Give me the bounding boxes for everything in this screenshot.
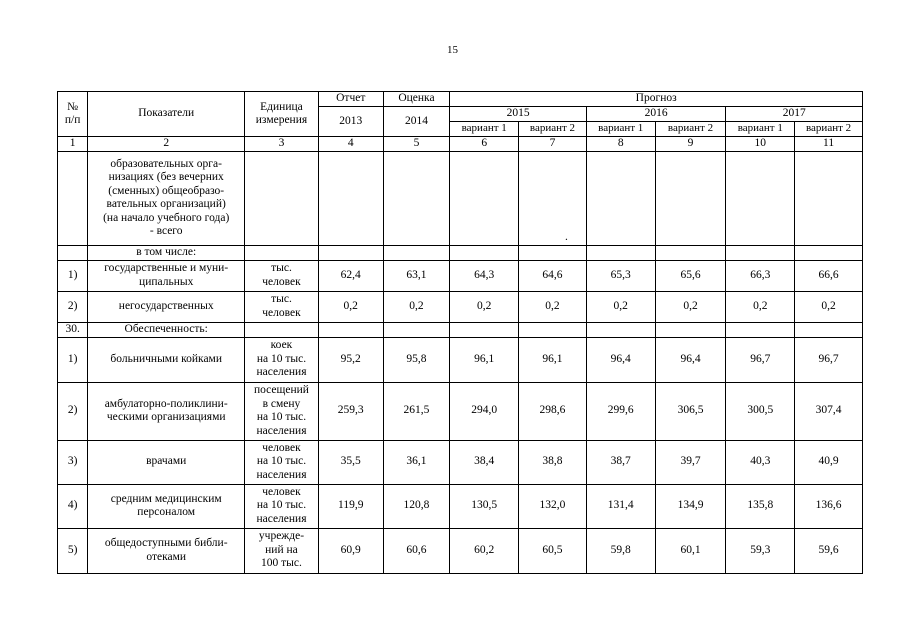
row-number: 1) — [58, 337, 88, 382]
unit-of-measure — [245, 322, 319, 337]
header-variant: вариант 2 — [655, 122, 726, 137]
value-cell: 96,4 — [655, 337, 726, 382]
value-cell: 60,9 — [318, 528, 383, 573]
value-cell: 0,2 — [318, 291, 383, 322]
value-cell: 96,7 — [795, 337, 863, 382]
value-cell — [519, 151, 587, 245]
value-cell — [383, 322, 450, 337]
row-number: 3) — [58, 440, 88, 484]
value-cell: 120,8 — [383, 484, 450, 528]
value-cell: 0,2 — [795, 291, 863, 322]
value-cell: 259,3 — [318, 382, 383, 440]
indicator-name — [88, 151, 245, 245]
value-cell — [318, 151, 383, 245]
value-cell: 261,5 — [383, 382, 450, 440]
value-cell — [383, 151, 450, 245]
column-number: 9 — [655, 137, 726, 152]
value-cell: 59,6 — [795, 528, 863, 573]
value-cell — [655, 322, 726, 337]
value-cell: 65,6 — [655, 260, 726, 291]
unit-line: населения — [256, 424, 307, 437]
value-cell: 63,1 — [383, 260, 450, 291]
value-cell — [450, 322, 519, 337]
row-number: 2) — [58, 382, 88, 440]
value-cell: 60,2 — [450, 528, 519, 573]
value-cell: 64,3 — [450, 260, 519, 291]
header-variant: вариант 1 — [450, 122, 519, 137]
indicator-name-line: вательных организаций) — [106, 198, 226, 210]
header-indicators: Показатели — [88, 92, 245, 137]
value-cell — [726, 245, 795, 260]
indicator-name-line: отеками — [146, 550, 187, 563]
value-cell: 35,5 — [318, 440, 383, 484]
header-year-2014: 2014 — [383, 107, 450, 137]
value-cell: 96,7 — [726, 337, 795, 382]
value-cell — [586, 322, 655, 337]
value-cell: 40,9 — [795, 440, 863, 484]
column-number: 5 — [383, 137, 450, 152]
row-number: 2) — [58, 291, 88, 322]
header-year-2015: 2015 — [450, 107, 587, 122]
value-cell — [519, 245, 587, 260]
value-cell: 299,6 — [586, 382, 655, 440]
header-num-line2: п/п — [64, 114, 81, 126]
value-cell — [519, 322, 587, 337]
unit-of-measure — [245, 260, 319, 291]
header-unit-line1: Единица — [260, 100, 303, 113]
unit-line: населения — [256, 512, 307, 525]
column-number: 7 — [519, 137, 587, 152]
unit-line: тыс. — [271, 262, 292, 274]
table-row — [58, 484, 863, 528]
header-estimate: Оценка — [383, 92, 450, 107]
value-cell: 64,6 — [519, 260, 587, 291]
value-cell: 95,2 — [318, 337, 383, 382]
unit-line: человек — [262, 306, 301, 319]
column-number: 8 — [586, 137, 655, 152]
value-cell: 134,9 — [655, 484, 726, 528]
indicator-name — [88, 484, 245, 528]
unit-line: на 10 тыс. — [256, 352, 307, 365]
value-cell: 0,2 — [450, 291, 519, 322]
column-number: 4 — [318, 137, 383, 152]
unit-line: посещений — [253, 384, 309, 396]
unit-line: на 10 тыс. — [256, 411, 307, 423]
indicator-name-line: образовательных орга- — [110, 157, 222, 170]
indicator-name — [88, 291, 245, 322]
indicator-name-line: средним медицинским — [110, 492, 222, 505]
value-cell: 0,2 — [519, 291, 587, 322]
row-number: 4) — [58, 484, 88, 528]
value-cell: 300,5 — [726, 382, 795, 440]
indicators-table — [57, 91, 863, 574]
value-cell — [655, 245, 726, 260]
value-cell: 38,4 — [450, 440, 519, 484]
value-cell — [795, 322, 863, 337]
unit-of-measure — [245, 337, 319, 382]
value-cell: 298,6 — [519, 382, 587, 440]
indicator-name — [88, 260, 245, 291]
table-row — [58, 260, 863, 291]
header-unit — [245, 92, 319, 137]
unit-line: населения — [256, 366, 307, 379]
value-cell: 39,7 — [655, 440, 726, 484]
stray-mark: . — [564, 231, 568, 243]
unit-line: человек — [262, 485, 301, 498]
value-cell: 307,4 — [795, 382, 863, 440]
value-cell — [586, 151, 655, 245]
unit-line: в смену — [262, 397, 301, 410]
value-cell: 132,0 — [519, 484, 587, 528]
header-num-line1: № — [67, 100, 79, 113]
value-cell: 60,5 — [519, 528, 587, 573]
indicator-name-line: больничными койками — [110, 352, 222, 365]
table-row — [58, 245, 863, 260]
value-cell — [726, 322, 795, 337]
value-cell: 294,0 — [450, 382, 519, 440]
value-cell — [586, 245, 655, 260]
indicator-name-line: государственные и муни- — [104, 262, 229, 274]
value-cell: 66,3 — [726, 260, 795, 291]
indicator-name-line: (сменных) общеобразо- — [108, 184, 225, 197]
indicator-name-line: Обеспеченность: — [124, 322, 208, 335]
value-cell: 96,1 — [450, 337, 519, 382]
value-cell — [318, 245, 383, 260]
value-cell — [726, 151, 795, 245]
indicator-name — [88, 245, 245, 260]
unit-of-measure — [245, 245, 319, 260]
unit-of-measure — [245, 291, 319, 322]
value-cell: 136,6 — [795, 484, 863, 528]
table-row — [58, 382, 863, 440]
value-cell: 38,8 — [519, 440, 587, 484]
header-num — [58, 92, 88, 137]
value-cell: 66,6 — [795, 260, 863, 291]
value-cell: 60,1 — [655, 528, 726, 573]
table-row — [58, 322, 863, 337]
unit-of-measure — [245, 151, 319, 245]
value-cell: 95,8 — [383, 337, 450, 382]
unit-line: тыс. — [271, 293, 292, 305]
row-number: 5) — [58, 528, 88, 573]
table-row — [58, 528, 863, 573]
unit-of-measure — [245, 440, 319, 484]
value-cell: 119,9 — [318, 484, 383, 528]
value-cell: 0,2 — [726, 291, 795, 322]
value-cell: 59,3 — [726, 528, 795, 573]
unit-line: учрежде- — [258, 530, 305, 543]
row-number — [58, 245, 88, 260]
page-number: 15 — [447, 44, 458, 56]
indicator-name-line: низациях (без вечерних — [108, 171, 224, 183]
value-cell: 0,2 — [383, 291, 450, 322]
unit-line: коек — [270, 339, 293, 352]
indicator-name-line: (на начало учебного года) — [103, 211, 230, 224]
indicator-name-line: общедоступными библи- — [104, 537, 228, 549]
value-cell — [450, 245, 519, 260]
header-forecast: Прогноз — [450, 92, 863, 107]
value-cell — [318, 322, 383, 337]
indicator-name-line: негосударственных — [118, 299, 214, 312]
value-cell: 65,3 — [586, 260, 655, 291]
unit-of-measure — [245, 484, 319, 528]
header-report: Отчет — [318, 92, 383, 107]
value-cell: 38,7 — [586, 440, 655, 484]
indicator-name-line: ципальных — [139, 275, 194, 288]
indicator-name — [88, 528, 245, 573]
value-cell: 96,4 — [586, 337, 655, 382]
value-cell — [795, 245, 863, 260]
value-cell — [383, 245, 450, 260]
value-cell: 306,5 — [655, 382, 726, 440]
value-cell: 130,5 — [450, 484, 519, 528]
table-row — [58, 440, 863, 484]
table-row — [58, 337, 863, 382]
unit-line: населения — [256, 468, 307, 481]
header-unit-line2: измерения — [255, 114, 308, 126]
column-number: 2 — [88, 137, 245, 152]
unit-line: на 10 тыс. — [256, 499, 307, 512]
indicator-name-line: ческими организациями — [106, 411, 226, 423]
indicator-name-line: врачами — [146, 455, 187, 468]
header-year-2013: 2013 — [318, 107, 383, 137]
indicator-name — [88, 337, 245, 382]
row-number: 1) — [58, 260, 88, 291]
unit-line: 100 тыс. — [261, 557, 302, 570]
indicator-name-line: персоналом — [137, 506, 196, 518]
value-cell: 131,4 — [586, 484, 655, 528]
unit-line: человек — [262, 275, 301, 288]
value-cell — [795, 151, 863, 245]
value-cell: 0,2 — [655, 291, 726, 322]
table-row — [58, 151, 863, 245]
column-number: 6 — [450, 137, 519, 152]
value-cell: 0,2 — [586, 291, 655, 322]
column-number: 11 — [795, 137, 863, 152]
value-cell — [450, 151, 519, 245]
value-cell: 62,4 — [318, 260, 383, 291]
value-cell — [655, 151, 726, 245]
unit-of-measure — [245, 382, 319, 440]
indicator-name — [88, 382, 245, 440]
indicator-name — [88, 322, 245, 337]
value-cell: 36,1 — [383, 440, 450, 484]
value-cell: 59,8 — [586, 528, 655, 573]
unit-line: ний на — [265, 543, 298, 556]
header-variant: вариант 2 — [519, 122, 587, 137]
unit-of-measure — [245, 528, 319, 573]
value-cell: 135,8 — [726, 484, 795, 528]
header-variant: вариант 1 — [586, 122, 655, 137]
value-cell: 60,6 — [383, 528, 450, 573]
header-variant: вариант 2 — [795, 122, 863, 137]
column-number: 3 — [245, 137, 319, 152]
indicator-name-line: - всего — [149, 225, 183, 237]
row-number — [58, 151, 88, 245]
header-variant: вариант 1 — [726, 122, 795, 137]
indicator-name-line: амбулаторно-поликлини- — [104, 397, 228, 410]
row-number: 30. — [58, 322, 88, 337]
unit-line: на 10 тыс. — [256, 455, 307, 468]
header-year-2017: 2017 — [726, 107, 863, 122]
column-number: 10 — [726, 137, 795, 152]
column-number: 1 — [58, 137, 88, 152]
value-cell: 40,3 — [726, 440, 795, 484]
indicator-name — [88, 440, 245, 484]
value-cell: 96,1 — [519, 337, 587, 382]
header-year-2016: 2016 — [586, 107, 726, 122]
indicator-name-line: в том числе: — [136, 245, 197, 258]
table-row — [58, 291, 863, 322]
unit-line: человек — [262, 441, 301, 454]
